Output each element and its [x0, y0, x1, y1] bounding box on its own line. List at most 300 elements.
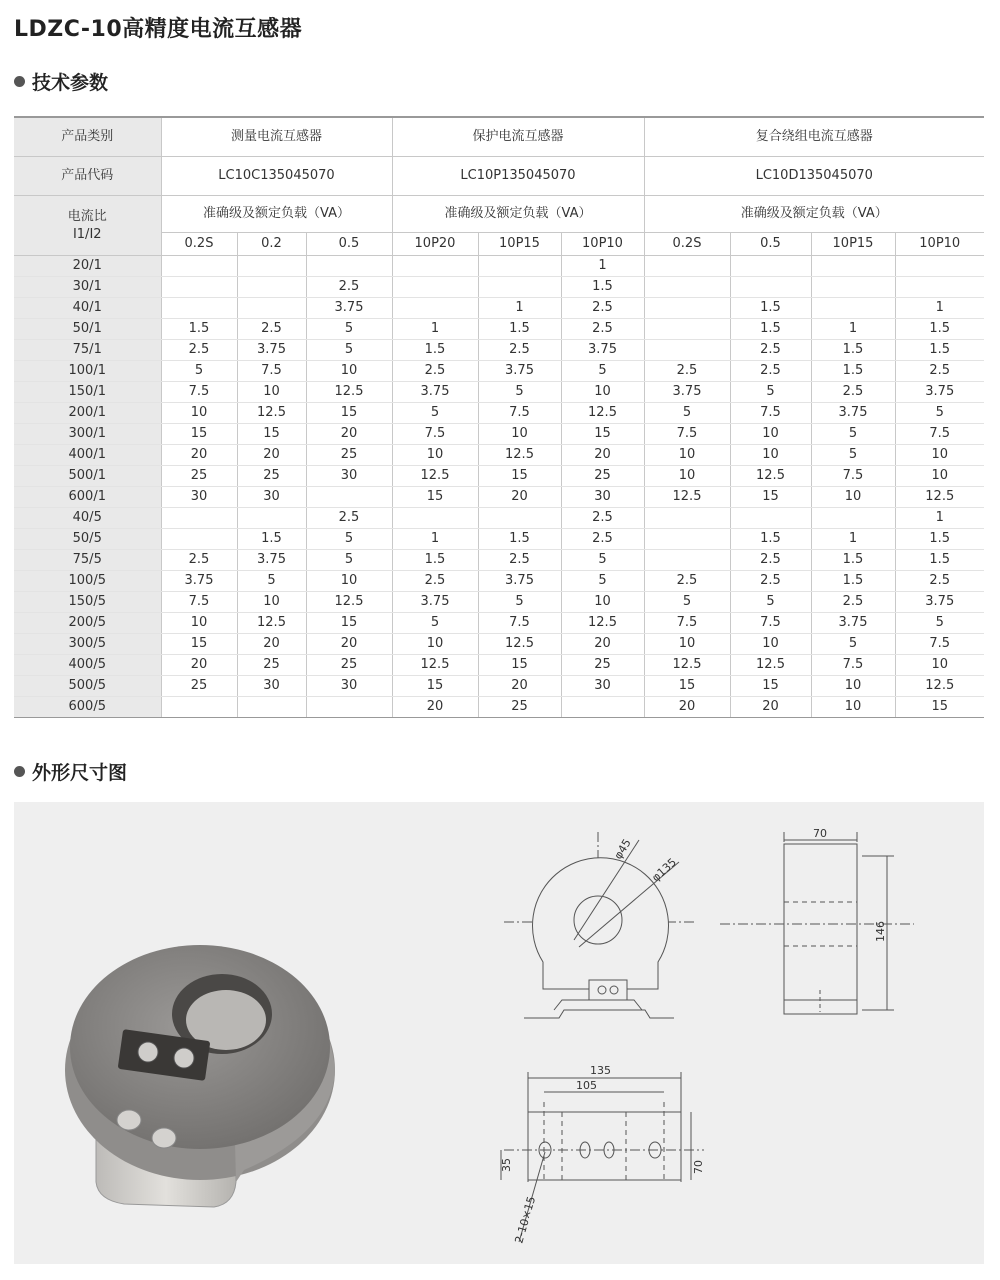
value-cell: 7.5	[237, 361, 306, 382]
value-cell: 10	[306, 361, 392, 382]
level-cell: 0.2S	[161, 233, 237, 256]
side-view	[720, 827, 914, 1014]
value-cell: 3.75	[895, 592, 984, 613]
value-cell	[811, 277, 895, 298]
table-row	[14, 256, 984, 277]
value-cell: 3.75	[561, 340, 644, 361]
value-cell: 1.5	[811, 571, 895, 592]
value-cell: 10	[730, 634, 811, 655]
code-label: 产品代码	[14, 157, 161, 196]
value-cell: 20	[478, 676, 561, 697]
value-cell: 25	[237, 466, 306, 487]
level-cell: 10P10	[561, 233, 644, 256]
dim-side-width: 70	[813, 827, 827, 840]
value-cell: 10	[237, 382, 306, 403]
value-cell: 1.5	[895, 340, 984, 361]
value-cell: 2.5	[730, 571, 811, 592]
value-cell: 2.5	[811, 592, 895, 613]
table-row	[14, 571, 984, 592]
value-cell: 12.5	[895, 487, 984, 508]
value-cell: 1.5	[811, 361, 895, 382]
value-cell: 2.5	[730, 361, 811, 382]
value-cell: 2.5	[561, 298, 644, 319]
value-cell: 5	[161, 361, 237, 382]
ratio-cell: 400/5	[14, 655, 161, 676]
value-cell: 25	[561, 655, 644, 676]
value-cell	[478, 508, 561, 529]
value-cell: 20	[306, 634, 392, 655]
value-cell: 3.75	[811, 403, 895, 424]
table-row	[14, 382, 984, 403]
value-cell: 7.5	[478, 403, 561, 424]
value-cell: 1	[478, 298, 561, 319]
value-cell: 3.75	[161, 571, 237, 592]
value-cell: 7.5	[811, 466, 895, 487]
table-row	[14, 445, 984, 466]
value-cell	[644, 508, 730, 529]
value-cell: 20	[161, 655, 237, 676]
value-cell: 5	[392, 613, 478, 634]
table-row	[14, 298, 984, 319]
value-cell	[161, 256, 237, 277]
level-cell: 0.5	[306, 233, 392, 256]
table-row	[14, 466, 984, 487]
value-cell: 3.75	[237, 340, 306, 361]
value-cell: 3.75	[895, 382, 984, 403]
value-cell: 15	[730, 487, 811, 508]
value-cell	[237, 298, 306, 319]
table-row	[14, 319, 984, 340]
value-cell: 1	[895, 298, 984, 319]
value-cell: 20	[644, 697, 730, 718]
value-cell: 25	[237, 655, 306, 676]
ratio-header	[14, 196, 161, 256]
load-label: 准确级及额定负载（VA）	[392, 196, 644, 233]
table-row	[14, 676, 984, 697]
dim-bottom-spacing: 105	[576, 1079, 597, 1092]
front-view	[504, 832, 694, 1018]
value-cell: 10	[478, 424, 561, 445]
value-cell: 1.5	[730, 298, 811, 319]
level-cell: 10P15	[478, 233, 561, 256]
value-cell: 15	[895, 697, 984, 718]
value-cell: 7.5	[895, 424, 984, 445]
value-cell: 1.5	[561, 277, 644, 298]
value-cell	[811, 256, 895, 277]
value-cell: 15	[730, 676, 811, 697]
value-cell: 15	[306, 613, 392, 634]
value-cell: 1.5	[161, 319, 237, 340]
value-cell	[561, 697, 644, 718]
value-cell: 20	[392, 697, 478, 718]
table-row	[14, 613, 984, 634]
ratio-cell: 150/5	[14, 592, 161, 613]
value-cell: 12.5	[561, 403, 644, 424]
level-cell: 10P10	[895, 233, 984, 256]
group-code: LC10P135045070	[392, 157, 644, 196]
value-cell: 10	[895, 655, 984, 676]
table-row	[14, 487, 984, 508]
value-cell: 2.5	[478, 550, 561, 571]
value-cell: 20	[306, 424, 392, 445]
value-cell	[306, 256, 392, 277]
value-cell: 10	[730, 424, 811, 445]
value-cell: 30	[561, 676, 644, 697]
value-cell: 10	[895, 466, 984, 487]
value-cell: 5	[730, 592, 811, 613]
value-cell: 15	[478, 655, 561, 676]
ratio-cell: 100/5	[14, 571, 161, 592]
value-cell: 2.5	[392, 571, 478, 592]
ratio-cell: 75/1	[14, 340, 161, 361]
value-cell: 10	[811, 697, 895, 718]
value-cell: 2.5	[811, 382, 895, 403]
value-cell: 2.5	[392, 361, 478, 382]
value-cell: 2.5	[561, 529, 644, 550]
ratio-cell: 40/5	[14, 508, 161, 529]
ratio-cell: 30/1	[14, 277, 161, 298]
value-cell: 10	[561, 592, 644, 613]
value-cell: 3.75	[478, 571, 561, 592]
group-name: 复合绕组电流互感器	[644, 117, 984, 157]
value-cell	[392, 277, 478, 298]
ratio-cell: 300/1	[14, 424, 161, 445]
value-cell: 2.5	[730, 340, 811, 361]
value-cell: 12.5	[478, 445, 561, 466]
value-cell: 1.5	[811, 340, 895, 361]
value-cell: 15	[306, 403, 392, 424]
value-cell: 5	[306, 550, 392, 571]
value-cell: 7.5	[811, 655, 895, 676]
value-cell: 12.5	[561, 613, 644, 634]
value-cell	[478, 256, 561, 277]
table-row	[14, 277, 984, 298]
value-cell: 5	[730, 382, 811, 403]
value-cell: 2.5	[161, 340, 237, 361]
ratio-cell: 40/1	[14, 298, 161, 319]
table-row	[14, 424, 984, 445]
value-cell: 10	[644, 634, 730, 655]
load-row	[14, 196, 984, 233]
value-cell: 25	[161, 676, 237, 697]
value-cell: 12.5	[895, 676, 984, 697]
value-cell: 12.5	[306, 592, 392, 613]
value-cell: 1	[811, 319, 895, 340]
value-cell: 30	[306, 466, 392, 487]
category-row	[14, 117, 984, 157]
ratio-cell: 500/1	[14, 466, 161, 487]
value-cell: 2.5	[644, 361, 730, 382]
group-code: LC10D135045070	[644, 157, 984, 196]
value-cell: 5	[811, 445, 895, 466]
value-cell: 3.75	[306, 298, 392, 319]
value-cell: 3.75	[237, 550, 306, 571]
value-cell	[392, 298, 478, 319]
value-cell: 7.5	[730, 403, 811, 424]
value-cell	[895, 256, 984, 277]
ratio-cell: 50/1	[14, 319, 161, 340]
value-cell: 10	[811, 487, 895, 508]
value-cell: 20	[478, 487, 561, 508]
value-cell: 7.5	[644, 424, 730, 445]
ratio-cell: 200/5	[14, 613, 161, 634]
value-cell	[392, 256, 478, 277]
value-cell: 15	[644, 676, 730, 697]
spec-table	[14, 116, 984, 718]
value-cell: 1.5	[237, 529, 306, 550]
value-cell	[161, 298, 237, 319]
value-cell	[644, 319, 730, 340]
value-cell	[644, 529, 730, 550]
bottom-view	[500, 1064, 705, 1245]
value-cell	[644, 277, 730, 298]
value-cell: 10	[561, 382, 644, 403]
value-cell: 5	[895, 613, 984, 634]
value-cell: 5	[478, 382, 561, 403]
value-cell: 10	[392, 445, 478, 466]
value-cell: 5	[478, 592, 561, 613]
value-cell	[478, 277, 561, 298]
page-title: LDZC-10高精度电流互感器	[14, 17, 303, 42]
value-cell: 5	[306, 529, 392, 550]
value-cell: 30	[161, 487, 237, 508]
value-cell: 25	[306, 445, 392, 466]
ratio-cell: 500/5	[14, 676, 161, 697]
section-title-text: 外形尺寸图	[32, 762, 128, 784]
table-row	[14, 697, 984, 718]
bullet-icon	[14, 76, 25, 87]
value-cell: 15	[392, 487, 478, 508]
ratio-cell: 20/1	[14, 256, 161, 277]
table-row	[14, 529, 984, 550]
value-cell	[306, 697, 392, 718]
value-cell: 1	[392, 319, 478, 340]
section-title-tech	[14, 68, 108, 95]
table-row	[14, 550, 984, 571]
dim-bottom-offset: 35	[500, 1158, 513, 1172]
value-cell: 30	[306, 676, 392, 697]
value-cell	[811, 508, 895, 529]
ratio-cell: 75/5	[14, 550, 161, 571]
dim-bottom-holes: 2-10×15	[512, 1194, 539, 1245]
value-cell: 1.5	[730, 529, 811, 550]
dim-outer-dia: φ135	[649, 855, 680, 885]
value-cell: 20	[237, 634, 306, 655]
value-cell: 10	[161, 613, 237, 634]
ratio-cell: 50/5	[14, 529, 161, 550]
value-cell: 1.5	[478, 319, 561, 340]
table-row	[14, 592, 984, 613]
value-cell: 12.5	[306, 382, 392, 403]
value-cell: 12.5	[730, 466, 811, 487]
value-cell	[306, 487, 392, 508]
ratio-label: 电流比	[67, 208, 107, 224]
value-cell: 12.5	[644, 487, 730, 508]
value-cell: 20	[161, 445, 237, 466]
value-cell	[895, 277, 984, 298]
value-cell: 10	[730, 445, 811, 466]
value-cell: 5	[561, 550, 644, 571]
value-cell: 5	[237, 571, 306, 592]
value-cell: 2.5	[730, 550, 811, 571]
value-cell: 5	[392, 403, 478, 424]
value-cell: 1	[561, 256, 644, 277]
value-cell: 1.5	[811, 550, 895, 571]
value-cell: 15	[161, 634, 237, 655]
value-cell: 2.5	[161, 550, 237, 571]
section-title-outline	[14, 758, 127, 785]
value-cell: 2.5	[644, 571, 730, 592]
ratio-cell: 300/5	[14, 634, 161, 655]
level-cell: 0.5	[730, 233, 811, 256]
data-body	[14, 256, 984, 718]
outline-drawing	[14, 802, 984, 1264]
value-cell: 12.5	[730, 655, 811, 676]
value-cell: 10	[811, 676, 895, 697]
value-cell: 2.5	[895, 571, 984, 592]
value-cell: 3.75	[644, 382, 730, 403]
value-cell: 2.5	[306, 508, 392, 529]
value-cell: 20	[237, 445, 306, 466]
value-cell: 25	[561, 466, 644, 487]
dim-bottom-height: 70	[692, 1160, 705, 1174]
value-cell	[161, 529, 237, 550]
value-cell: 1.5	[392, 340, 478, 361]
value-cell: 15	[478, 466, 561, 487]
section-title-text: 技术参数	[32, 72, 109, 94]
value-cell: 7.5	[730, 613, 811, 634]
value-cell: 5	[895, 403, 984, 424]
value-cell	[161, 508, 237, 529]
value-cell: 25	[161, 466, 237, 487]
group-name: 保护电流互感器	[392, 117, 644, 157]
value-cell: 10	[644, 466, 730, 487]
table-row	[14, 508, 984, 529]
value-cell	[237, 256, 306, 277]
value-cell: 25	[478, 697, 561, 718]
value-cell: 7.5	[895, 634, 984, 655]
dim-side-height: 146	[874, 921, 887, 942]
value-cell: 1	[895, 508, 984, 529]
table-row	[14, 361, 984, 382]
value-cell: 1	[392, 529, 478, 550]
table-row	[14, 634, 984, 655]
value-cell: 7.5	[161, 592, 237, 613]
load-label: 准确级及额定负载（VA）	[161, 196, 392, 233]
value-cell	[730, 277, 811, 298]
value-cell: 3.75	[478, 361, 561, 382]
drawing-panel	[14, 802, 984, 1264]
value-cell: 10	[895, 445, 984, 466]
value-cell: 5	[561, 571, 644, 592]
dim-inner-dia: φ45	[611, 836, 634, 862]
value-cell: 12.5	[478, 634, 561, 655]
value-cell: 1.5	[392, 550, 478, 571]
value-cell	[237, 697, 306, 718]
ratio-cell: 200/1	[14, 403, 161, 424]
value-cell: 30	[237, 487, 306, 508]
level-cell: 0.2S	[644, 233, 730, 256]
value-cell: 2.5	[561, 508, 644, 529]
value-cell: 30	[561, 487, 644, 508]
value-cell: 5	[811, 634, 895, 655]
bullet-icon	[14, 766, 25, 777]
value-cell: 1.5	[895, 550, 984, 571]
value-cell: 2.5	[237, 319, 306, 340]
value-cell	[644, 340, 730, 361]
value-cell: 30	[237, 676, 306, 697]
value-cell: 12.5	[237, 403, 306, 424]
value-cell: 5	[561, 361, 644, 382]
group-name: 测量电流互感器	[161, 117, 392, 157]
value-cell: 15	[237, 424, 306, 445]
dim-bottom-total: 135	[590, 1064, 611, 1077]
value-cell: 12.5	[392, 655, 478, 676]
value-cell: 15	[392, 676, 478, 697]
load-label: 准确级及额定负载（VA）	[644, 196, 984, 233]
value-cell	[644, 256, 730, 277]
value-cell: 3.75	[392, 592, 478, 613]
code-row	[14, 157, 984, 196]
value-cell: 3.75	[811, 613, 895, 634]
value-cell: 5	[306, 340, 392, 361]
value-cell: 5	[644, 403, 730, 424]
value-cell: 15	[561, 424, 644, 445]
value-cell	[237, 277, 306, 298]
value-cell: 2.5	[306, 277, 392, 298]
value-cell: 12.5	[644, 655, 730, 676]
value-cell: 12.5	[392, 466, 478, 487]
value-cell: 2.5	[561, 319, 644, 340]
ratio-sub-label: I1/I2	[72, 226, 102, 242]
value-cell: 10	[644, 445, 730, 466]
value-cell: 10	[237, 592, 306, 613]
value-cell	[161, 277, 237, 298]
ratio-cell: 100/1	[14, 361, 161, 382]
table-row	[14, 655, 984, 676]
value-cell: 3.75	[392, 382, 478, 403]
value-cell: 2.5	[895, 361, 984, 382]
value-cell	[644, 550, 730, 571]
value-cell: 2.5	[478, 340, 561, 361]
value-cell	[811, 298, 895, 319]
value-cell: 1.5	[478, 529, 561, 550]
value-cell: 25	[306, 655, 392, 676]
group-code: LC10C135045070	[161, 157, 392, 196]
value-cell: 20	[561, 445, 644, 466]
value-cell	[730, 256, 811, 277]
value-cell: 5	[811, 424, 895, 445]
level-cell: 0.2	[237, 233, 306, 256]
ratio-cell: 150/1	[14, 382, 161, 403]
table-row	[14, 340, 984, 361]
ratio-cell: 600/5	[14, 697, 161, 718]
value-cell	[730, 508, 811, 529]
value-cell: 5	[644, 592, 730, 613]
value-cell: 20	[561, 634, 644, 655]
value-cell: 1.5	[730, 319, 811, 340]
value-cell: 5	[306, 319, 392, 340]
value-cell: 1.5	[895, 319, 984, 340]
value-cell: 12.5	[237, 613, 306, 634]
value-cell: 10	[392, 634, 478, 655]
value-cell: 7.5	[644, 613, 730, 634]
value-cell: 10	[306, 571, 392, 592]
product-photo	[65, 945, 335, 1207]
table-row	[14, 403, 984, 424]
level-cell: 10P20	[392, 233, 478, 256]
value-cell: 15	[161, 424, 237, 445]
